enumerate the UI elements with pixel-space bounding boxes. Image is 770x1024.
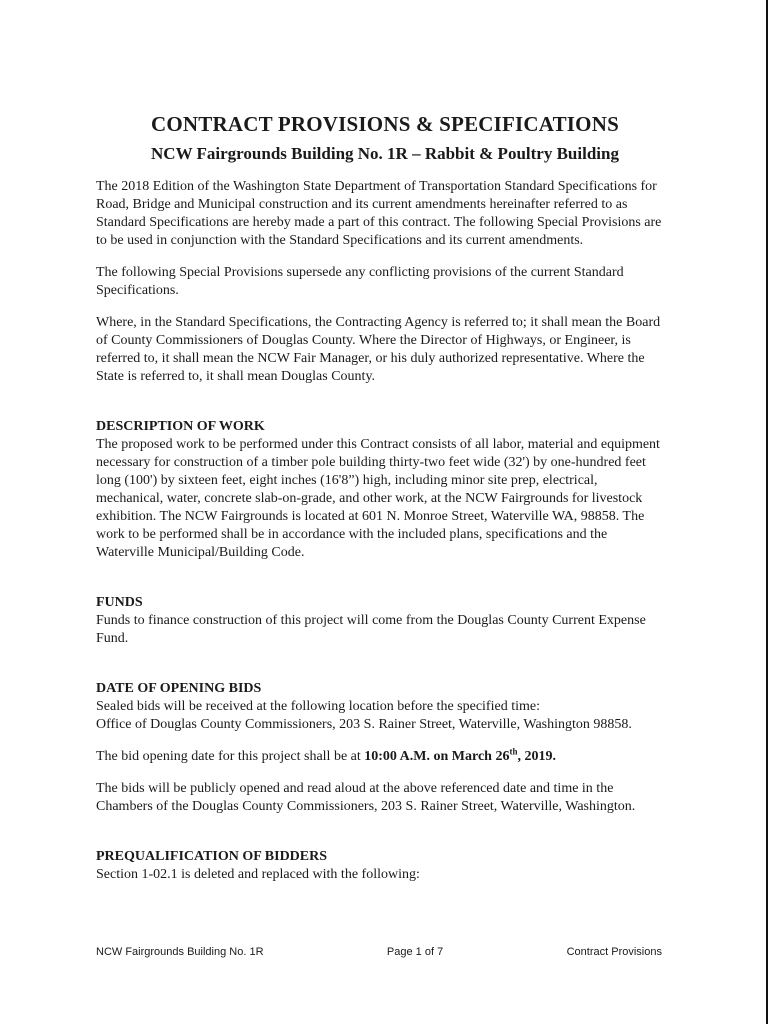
bids-heading: DATE OF OPENING BIDS — [96, 681, 262, 696]
prequal-heading: PREQUALIFICATION OF BIDDERS — [96, 849, 328, 864]
bid-date-suffix: th — [509, 746, 518, 757]
document-subtitle: NCW Fairgrounds Building No. 1R – Rabbit & Poultry Building — [151, 144, 619, 163]
prequal-text: Section 1-02.1 is deleted and replaced with the following: — [96, 867, 420, 882]
footer-left: NCW Fairgrounds Building No. 1R — [96, 946, 264, 958]
description-heading: DESCRIPTION OF WORK — [96, 419, 265, 434]
footer-right: Contract Provisions — [566, 946, 662, 958]
description-text: The proposed work to be performed under this Contract consists of all labor, material and equipment necessary for construction of a timber pole building thirty-two feet wide (32') by one-hundred feet long (100') by sixteen feet, eight inches (16'8”) high, including minor site prep, electrical, mechanical, water, concrete slab-on-grade, and other work, at the NCW Fairgrounds for livestock exhibition. The NCW Fairgrounds is located at 601 N. Monroe Street, Waterville WA, 98858. The work to be performed shall be in accordance with the included plans, specifications and the Waterville Municipal/Building Code. — [96, 437, 660, 560]
bids-public-opening: The bids will be publicly opened and read aloud at the above referenced date and time in the Chambers of the Douglas County Commissioners, 203 S. Rainer Street, Waterville, Washington. — [96, 781, 636, 814]
bid-date-year: , 2019. — [517, 749, 556, 764]
footer-page-number: Page 1 of 7 — [386, 946, 444, 958]
bids-location-address: Office of Douglas County Commissioners, 203 S. Rainer Street, Waterville, Washington 98858. — [96, 717, 632, 732]
intro-paragraph-2: The following Special Provisions supersede any conflicting provisions of the current Standard Specifications. — [96, 265, 624, 298]
intro-paragraph-1: The 2018 Edition of the Washington State Department of Transportation Standard Specifications for Road, Bridge and Municipal construction and its current amendments hereinafter referred to as Standard Specifications are hereby made a part of this contract. The following Special Provisions are to be used in conjunction with the Standard Specifications and its current amendments. — [96, 179, 662, 248]
bids-location-intro: Sealed bids will be received at the following location before the specified time: — [96, 699, 540, 714]
funds-heading: FUNDS — [96, 595, 143, 610]
bid-opening-date — [96, 748, 666, 766]
document-body — [96, 178, 666, 884]
document-title: CONTRACT PROVISIONS & SPECIFICATIONS — [151, 112, 619, 136]
funds-text: Funds to finance construction of this project will come from the Douglas County Current Expense Fund. — [96, 613, 646, 646]
bid-date-time: 10:00 A.M. on March 26 — [364, 749, 510, 764]
intro-paragraph-3: Where, in the Standard Specifications, the Contracting Agency is referred to; it shall mean the Board of County Commissioners of Douglas County. Where the Director of Highways, or Engineer, is referred to, it shall mean the NCW Fair Manager, or his duly authorized representative. Where the State is referred to, it shall mean Douglas County. — [96, 315, 661, 384]
bid-date-prefix: The bid opening date for this project shall be at — [96, 749, 365, 764]
page-footer — [96, 946, 662, 958]
